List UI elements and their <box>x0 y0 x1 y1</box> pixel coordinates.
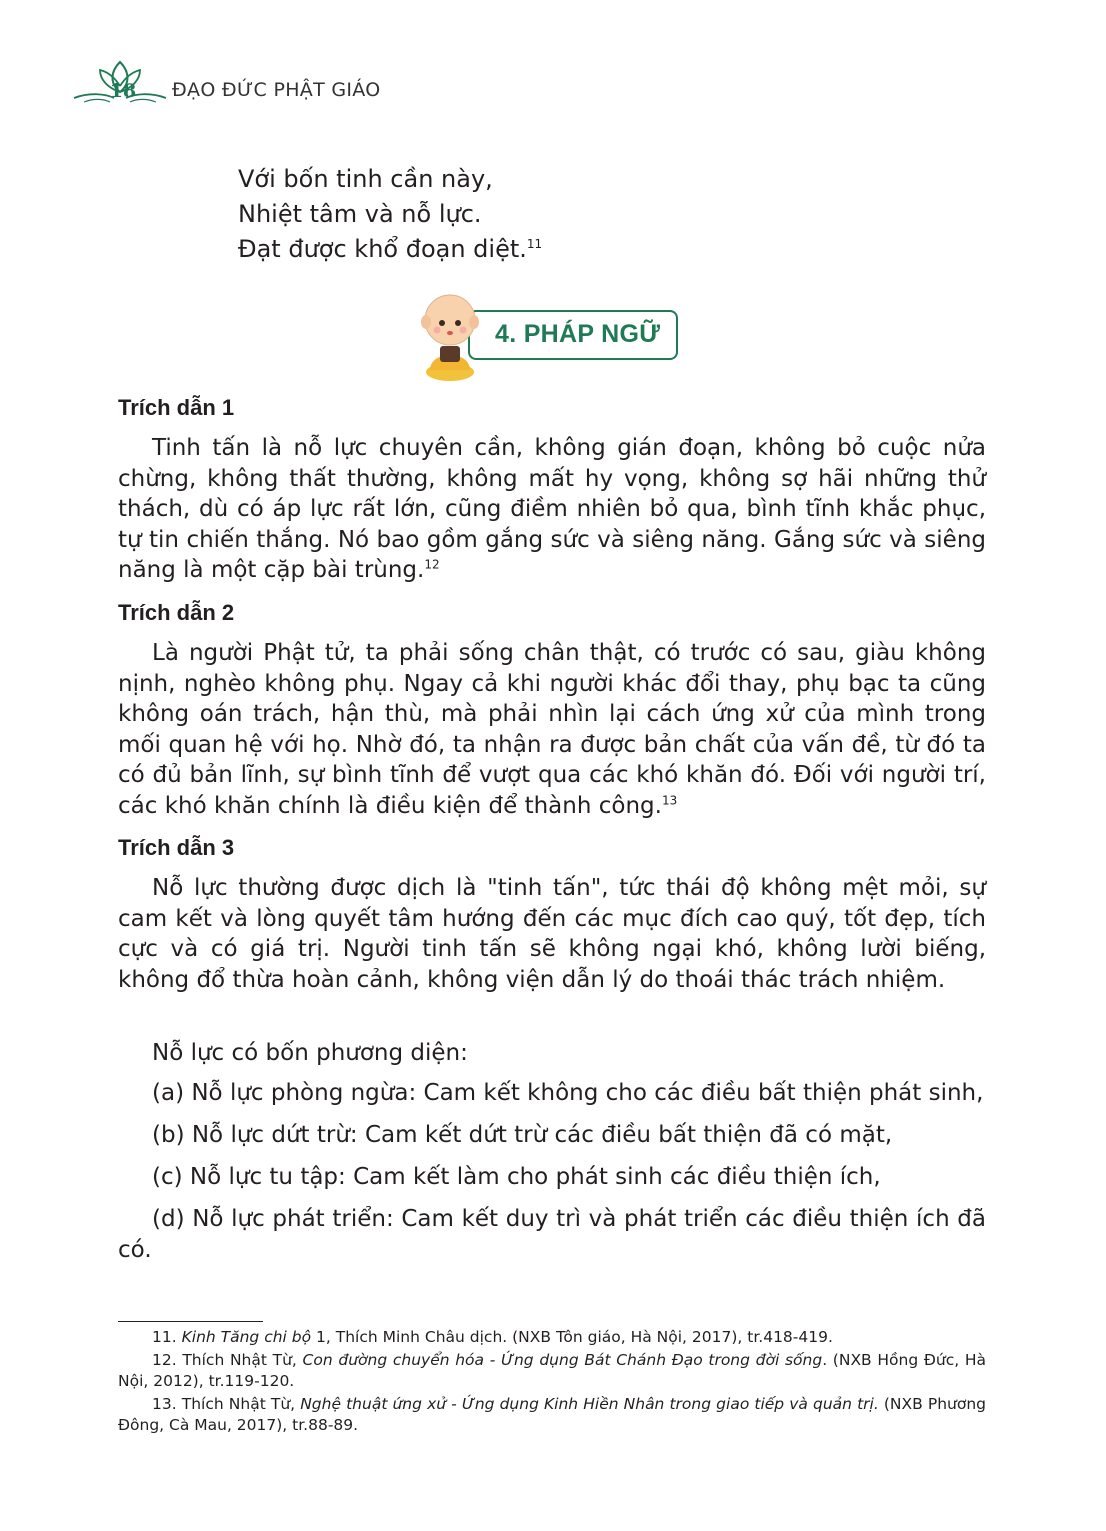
list-item-a: (a) Nỗ lực phòng ngừa: Cam kết không cho các điều bất thiện phát sinh, <box>152 1080 984 1106</box>
footnote-ref-12: 12 <box>424 557 440 572</box>
quote-3-text: Nỗ lực thường được dịch là "tinh tấn", tức thái độ không mệt mỏi, sự cam kết và lòng quyết tâm hướng đến các mục đích cao quý, tốt đẹp, tích cực và có giá trị. Người tinh tấn sẽ không ngại khó, không lười biếng, không đổ thừa hoàn cảnh, không viện dẫn lý do thoái thác trách nhiệm. <box>118 875 986 993</box>
footnote-ref-13: 13 <box>661 792 678 807</box>
section-title: 4. PHÁP NGỮ <box>495 320 661 348</box>
footnote-11: 11. Kinh Tăng chi bộ 1, Thích Minh Châu dịch. (NXB Tôn giáo, Hà Nội, 2017), tr.418-419. <box>152 1328 833 1346</box>
quote-2-text: Là người Phật tử, ta phải sống chân thật, có trước có sau, giàu không nịnh, nghèo không phụ. Ngay cả khi người khác đổi thay, phụ bạc ta cũng không oán trách, hận thù, mà phải nhìn lại cách ứng xử của mình trong mối quan hệ với họ. Nhờ đó, ta nhận ra được bản chất của vấn đề, từ đó ta có đủ bản lĩnh, sự bình tĩnh để vượt qua các khó khăn đó. Đối với người trí, các khó khăn chính là điều kiện để thành công.$^{13}$ <box>118 640 986 819</box>
footnote-ref-11: 11 <box>526 237 543 251</box>
footnote-12: 12. Thích Nhật Từ, Con đường chuyển hóa - Ứng dụng Bát Chánh Đạo trong đời sống. (NXB Hồng Đức, Hà Nội, 2012), tr.119-120. <box>118 1351 986 1390</box>
page-number: 18 <box>109 80 137 102</box>
quote-1-heading: Trích dẫn 1 <box>118 395 235 420</box>
book-title: ĐẠO ĐỨC PHẬT GIÁO <box>172 79 381 101</box>
list-item-c: (c) Nỗ lực tu tập: Cam kết làm cho phát sinh các điều thiện ích, <box>152 1164 881 1190</box>
list-item-b: (b) Nỗ lực dứt trừ: Cam kết dứt trừ các điều bất thiện đã có mặt, <box>152 1122 893 1148</box>
monk-child-icon <box>420 286 482 382</box>
quote-3-heading: Trích dẫn 3 <box>118 835 235 860</box>
footnote-13: 13. Thích Nhật Từ, Nghệ thuật ứng xử - Ứng dụng Kinh Hiền Nhân trong giao tiếp và quản trị. (NXB Phương Đông, Cà Mau, 2017), tr.88-89. <box>118 1395 987 1434</box>
list-item-d: (d) Nỗ lực phát triển: Cam kết duy trì và phát triển các điều thiện ích đã có. <box>118 1206 986 1263</box>
poem-line-1: Với bốn tinh cần này, <box>238 165 493 193</box>
quote-1-text: Tinh tấn là nỗ lực chuyên cần, không gián đoạn, không bỏ cuộc nửa chừng, không thất thường, không mất hy vọng, không sợ hãi những thử thách, dù có áp lực rất lớn, cũng điềm nhiên bỏ qua, bình tĩnh khắc phục, tự tin chiến thắng. Nó bao gồm gắng sức và siêng năng. Gắng sức và siêng năng là một cặp bài trùng.$^{12}$ <box>118 435 986 583</box>
poem-line-3: Đạt được khổ đoạn diệt.$^{11}$ <box>238 235 543 263</box>
quote-2-heading: Trích dẫn 2 <box>118 600 235 625</box>
footnote-divider <box>118 1321 263 1322</box>
quote-3-intro: Nỗ lực có bốn phương diện: <box>152 1040 468 1066</box>
poem-line-2: Nhiệt tâm và nỗ lực. <box>238 200 482 228</box>
